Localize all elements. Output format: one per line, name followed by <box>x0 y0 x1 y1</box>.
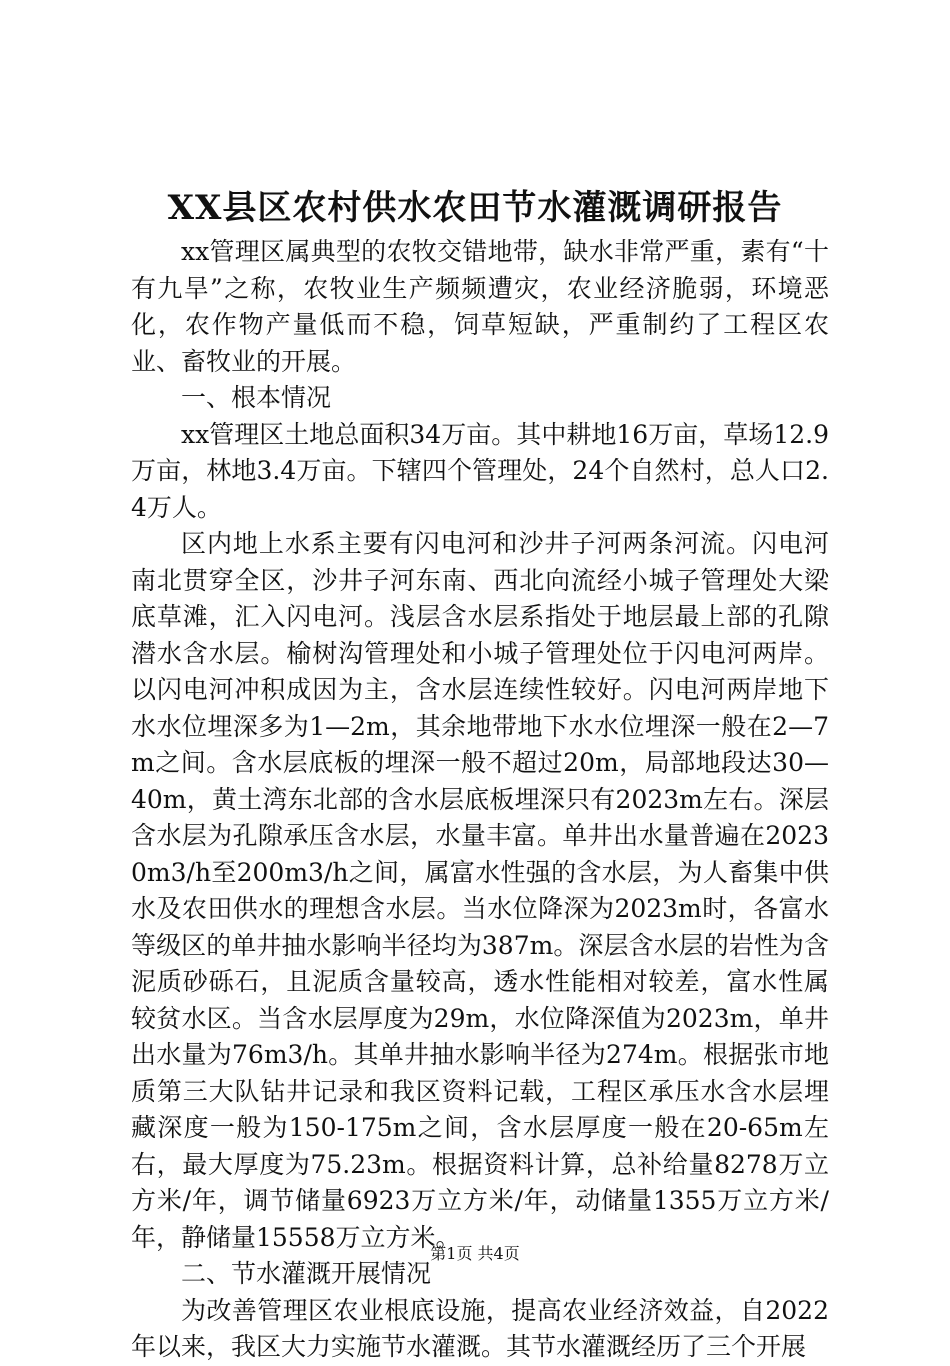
paragraph-land: xx管理区土地总面积34万亩。其中耕地16万亩，草场12.9万亩，林地3.4万亩。下辖四个管理处，24个自然村，总人口2.4万人。 <box>131 419 829 522</box>
document-body <box>131 234 829 1366</box>
section-heading-basic: 一、根本情况 <box>181 383 332 412</box>
document-title: XX县区农村供水农田节水灌溉调研报告 <box>167 188 783 228</box>
section-heading-irrigation: 二、节水灌溉开展情况 <box>181 1259 432 1288</box>
page-number: 第1页 共4页 <box>430 1244 520 1263</box>
paragraph-irrigation: 为改善管理区农业根底设施，提高农业经济效益，自2022年以来，我区大力实施节水灌溉。其节水灌溉经历了三个开展 <box>131 1295 829 1361</box>
paragraph-intro: xx管理区属典型的农牧交错地带，缺水非常严重，素有“十有九旱”之称，农牧业生产频频遭灾，农业经济脆弱，环境恶化，农作物产量低而不稳，饲草短缺，严重制约了工程区农业、畜牧业的开展。 <box>131 237 829 376</box>
paragraph-water: 区内地上水系主要有闪电河和沙井子河两条河流。闪电河南北贯穿全区，沙井子河东南、西北向流经小城子管理处大梁底草滩，汇入闪电河。浅层含水层系指处于地层最上部的孔隙潜水含水层。榆树沟管理处和小城子管理处位于闪电河两岸。以闪电河冲积成因为主，含水层连续性较好。闪电河两岸地下水水位埋深多为1—2m，其余地带地下水水位埋深一般在2—7m之间。含水层底板的埋深一般不超过20m，局部地段达30—40m，黄土湾东北部的含水层底板埋深只有2023m左右。深层含水层为孔隙承压含水层，水量丰富。单井出水量普遍在20230m3/h至200m3/h之间，属富水性强的含水层，为人畜集中供水及农田供水的理想含水层。当水位降深为2023m时，各富水等级区的单井抽水影响半径均为387m。深层含水层的岩性为含泥质砂砾石，且泥质含量较高，透水性能相对较差，富水性属较贫水区。当含水层厚度为29m，水位降深值为2023m，单井出水量为76m3/h。其单井抽水影响半径为274m。根据张市地质第三大队钻井记录和我区资料记载，工程区承压水含水层埋藏深度一般为150-175m之间，含水层厚度一般在20-65m左右，最大厚度为75.23m。根据资料计算，总补给量8278万立方米/年，调节储量6923万立方米/年，动储量1355万立方米/年，静储量15558万立方米。 <box>131 529 829 1252</box>
